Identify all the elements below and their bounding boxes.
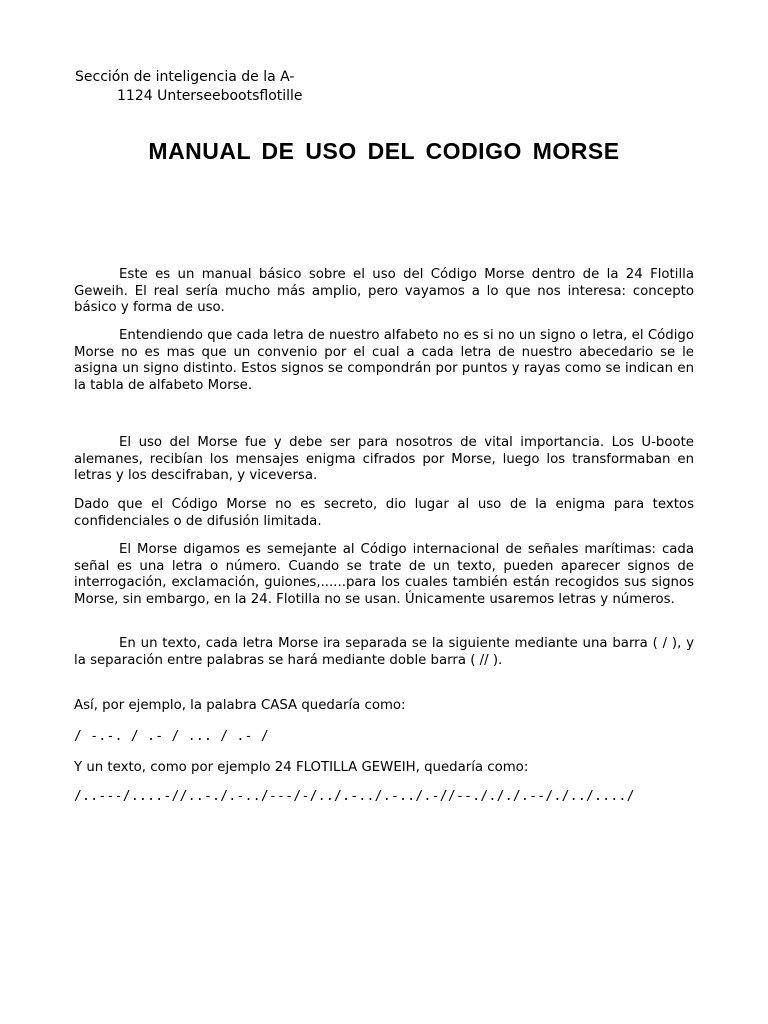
paragraph-enigma: Dado que el Código Morse no es secreto, dio lugar al uso de la enigma para textos confidenciales o de difusión limitada. xyxy=(74,497,694,529)
paragraph-alphabet: Entendiendo que cada letra de nuestro alfabeto no es si no un signo o letra, el Código Morse no es mas que un convenio por el cual a cada letra de nuestro abecedario se le asigna un signo distinto. Estos signos se compondrán por puntos y rayas como se indican en la tabla de alfabeto Morse. xyxy=(74,328,694,393)
paragraph-example-intro: Así, por ejemplo, la palabra CASA quedaría como: xyxy=(74,698,406,714)
paragraph-separation: En un texto, cada letra Morse ira separada se la siguiente mediante una barra ( / ), y la separación entre palabras se hará mediante doble barra ( // ). xyxy=(74,636,694,668)
document-title: MANUAL DE USO DEL CODIGO MORSE xyxy=(148,138,620,164)
paragraph-text-example-intro: Y un texto, como por ejemplo 24 FLOTILLA GEWEIH, quedaría como: xyxy=(74,760,529,776)
morse-example-casa: / -.-. / .- / ... / .- / xyxy=(74,729,270,744)
header-line-2: 1124 Unterseebootsflotille xyxy=(117,88,303,104)
morse-example-text: /..---/....-//..-./.-../---/-/../.-../.-../.-//--./././.--/./../..../ xyxy=(74,789,635,804)
paragraph-intro: Este es un manual básico sobre el uso del Código Morse dentro de la 24 Flotilla Geweih. El real sería mucho más amplio, pero vayamos a lo que nos interesa: concepto básico y forma de uso. xyxy=(74,267,694,316)
paragraph-maritime-signals: El Morse digamos es semejante al Código internacional de señales marítimas: cada señal es una letra o número. Cuando se trate de un texto, pueden aparecer signos de interrogación, exclamación, guiones,......para los cuales también están recogidos sus signos Morse, sin embargo, en la 24. Flotilla no se usan. Únicamente usaremos letras y números. xyxy=(74,542,694,607)
paragraph-importance: El uso del Morse fue y debe ser para nosotros de vital importancia. Los U-boote alemanes, recibían los mensajes enigma cifrados por Morse, luego los transformaban en letras y los descifraban, y viceversa. xyxy=(74,435,694,484)
header-section xyxy=(75,68,303,106)
header-line-1: Sección de inteligencia de la A- xyxy=(75,69,295,85)
